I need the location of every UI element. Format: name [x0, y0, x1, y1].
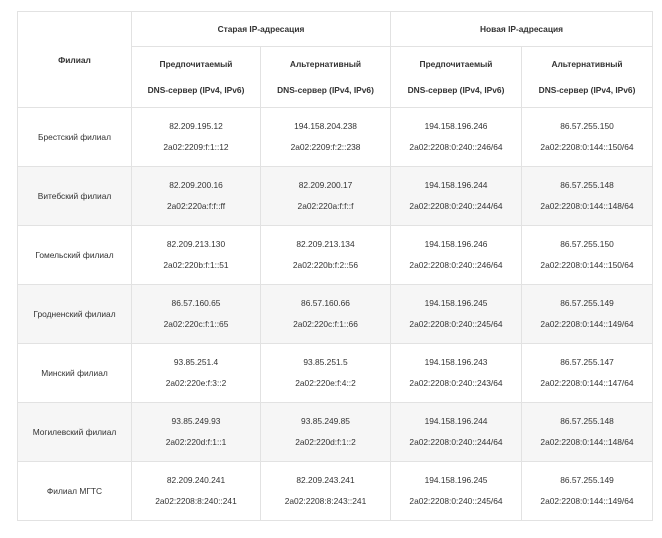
new-alternate-dns	[522, 226, 653, 285]
old-alternate-dns	[261, 344, 391, 403]
ipv4-address: 86.57.160.65	[171, 298, 221, 308]
ipv4-address: 194.158.196.244	[424, 180, 488, 190]
ipv6-address: 2a02:2208:0:240::246/64	[409, 142, 503, 152]
ipv6-address: 2a02:2208:0:240::246/64	[409, 260, 503, 270]
old-preferred-dns	[132, 403, 261, 462]
ipv4-address: 82.209.195.12	[169, 121, 223, 131]
header-new-preferred-subtitle: DNS-сервер (IPv4, IPv6)	[407, 85, 505, 95]
new-preferred-dns	[391, 344, 522, 403]
header-old-preferred-title: Предпочитаемый	[159, 59, 233, 69]
ipv4-address: 86.57.160.66	[301, 298, 350, 308]
ipv6-address: 2a02:2208:0:240::245/64	[409, 496, 503, 506]
table-row	[18, 167, 653, 226]
ipv4-address: 194.158.196.245	[424, 298, 488, 308]
ipv6-address: 2a02:2208:0:144::148/64	[540, 201, 634, 211]
ipv6-address: 2a02:2208:0:240::244/64	[409, 437, 503, 447]
new-preferred-dns	[391, 108, 522, 167]
ipv6-address: 2a02:220a:f:f::ff	[166, 201, 226, 211]
ipv6-address: 2a02:2209:f:1::12	[163, 142, 229, 152]
ipv6-address: 2a02:220d:f:1::1	[165, 437, 227, 447]
new-preferred-dns	[391, 403, 522, 462]
ipv4-address: 82.209.200.16	[169, 180, 223, 190]
header-old-alternate-subtitle: DNS-сервер (IPv4, IPv6)	[277, 85, 374, 95]
old-preferred-dns	[132, 462, 261, 521]
ipv6-address: 2a02:220d:f:1::2	[295, 437, 356, 447]
old-preferred-dns	[132, 344, 261, 403]
ipv4-address: 93.85.249.93	[171, 416, 221, 426]
ipv4-address: 194.158.196.243	[424, 357, 488, 367]
ipv6-address: 2a02:2208:0:144::148/64	[540, 437, 634, 447]
new-alternate-dns	[522, 403, 653, 462]
header-old-addressing: Старая IP-адресация	[132, 12, 391, 47]
ipv6-address: 2a02:220e:f:4::2	[295, 378, 356, 388]
new-alternate-dns	[522, 344, 653, 403]
ipv4-address: 82.209.240.241	[166, 475, 226, 485]
ipv4-address: 86.57.255.150	[560, 239, 614, 249]
ipv4-address: 86.57.255.149	[560, 298, 614, 308]
new-alternate-dns	[522, 285, 653, 344]
ipv6-address: 2a02:2208:0:240::243/64	[409, 378, 503, 388]
ipv6-address: 2a02:220c:f:1::65	[163, 319, 229, 329]
ipv6-address: 2a02:2208:0:240::244/64	[409, 201, 503, 211]
new-preferred-dns	[391, 462, 522, 521]
header-new-alternate	[522, 47, 653, 108]
header-old-alternate-title: Альтернативный	[289, 59, 362, 69]
ipv6-address: 2a02:220a:f:f::f	[297, 201, 354, 211]
dns-table-container	[17, 11, 652, 521]
new-alternate-dns	[522, 108, 653, 167]
ipv4-address: 86.57.255.148	[560, 416, 614, 426]
branch-name: Минский филиал	[18, 344, 132, 403]
old-alternate-dns	[261, 462, 391, 521]
header-old-alternate	[261, 47, 391, 108]
ipv4-address: 82.209.213.134	[296, 239, 355, 249]
branch-name: Витебский филиал	[18, 167, 132, 226]
table-row	[18, 462, 653, 521]
ipv6-address: 2a02:220c:f:1::66	[293, 319, 358, 329]
old-preferred-dns	[132, 226, 261, 285]
branch-name: Гомельский филиал	[18, 226, 132, 285]
ipv4-address: 93.85.249.85	[301, 416, 350, 426]
old-alternate-dns	[261, 226, 391, 285]
branch-name: Филиал МГТС	[18, 462, 132, 521]
ipv4-address: 194.158.204.238	[294, 121, 357, 131]
ipv6-address: 2a02:220b:f:2::56	[292, 260, 359, 270]
dns-address-table	[17, 11, 653, 521]
ipv4-address: 194.158.196.246	[424, 121, 488, 131]
ipv6-address: 2a02:2208:0:144::150/64	[540, 260, 634, 270]
old-preferred-dns	[132, 108, 261, 167]
ipv6-address: 2a02:220e:f:3::2	[165, 378, 227, 388]
old-alternate-dns	[261, 403, 391, 462]
ipv4-address: 82.209.213.130	[166, 239, 226, 249]
ipv4-address: 93.85.251.5	[303, 357, 348, 367]
header-new-preferred	[391, 47, 522, 108]
header-branch: Филиал	[18, 12, 132, 108]
ipv6-address: 2a02:2208:0:144::149/64	[540, 496, 634, 506]
ipv4-address: 86.57.255.147	[560, 357, 614, 367]
ipv4-address: 86.57.255.150	[560, 121, 614, 131]
old-alternate-dns	[261, 285, 391, 344]
branch-name: Могилевский филиал	[18, 403, 132, 462]
table-row	[18, 285, 653, 344]
old-preferred-dns	[132, 167, 261, 226]
table-row	[18, 108, 653, 167]
ipv6-address: 2a02:2208:8:240::241	[155, 496, 237, 506]
ipv4-address: 93.85.251.4	[173, 357, 219, 367]
header-old-preferred-subtitle: DNS-сервер (IPv4, IPv6)	[147, 85, 245, 95]
old-alternate-dns	[261, 167, 391, 226]
table-row	[18, 226, 653, 285]
ipv6-address: 2a02:2208:8:243::241	[284, 496, 367, 506]
table-row	[18, 344, 653, 403]
ipv4-address: 194.158.196.244	[424, 416, 488, 426]
header-new-alternate-subtitle: DNS-сервер (IPv4, IPv6)	[538, 85, 636, 95]
header-new-preferred-title: Предпочитаемый	[419, 59, 493, 69]
header-new-alternate-title: Альтернативный	[551, 59, 623, 69]
ipv6-address: 2a02:2209:f:2::238	[290, 142, 361, 152]
new-preferred-dns	[391, 285, 522, 344]
ipv4-address: 194.158.196.245	[424, 475, 488, 485]
new-alternate-dns	[522, 462, 653, 521]
ipv6-address: 2a02:2208:0:240::245/64	[409, 319, 503, 329]
new-preferred-dns	[391, 226, 522, 285]
header-old-preferred	[132, 47, 261, 108]
ipv6-address: 2a02:220b:f:1::51	[163, 260, 229, 270]
header-new-addressing: Новая IP-адресация	[391, 12, 653, 47]
branch-name: Гродненский филиал	[18, 285, 132, 344]
ipv6-address: 2a02:2208:0:144::150/64	[540, 142, 634, 152]
new-alternate-dns	[522, 167, 653, 226]
old-preferred-dns	[132, 285, 261, 344]
ipv4-address: 86.57.255.149	[560, 475, 614, 485]
new-preferred-dns	[391, 167, 522, 226]
branch-name: Брестский филиал	[18, 108, 132, 167]
ipv4-address: 82.209.243.241	[296, 475, 355, 485]
ipv6-address: 2a02:2208:0:144::147/64	[540, 378, 634, 388]
table-row	[18, 403, 653, 462]
ipv6-address: 2a02:2208:0:144::149/64	[540, 319, 634, 329]
ipv4-address: 194.158.196.246	[424, 239, 488, 249]
old-alternate-dns	[261, 108, 391, 167]
ipv4-address: 82.209.200.17	[298, 180, 353, 190]
ipv4-address: 86.57.255.148	[560, 180, 614, 190]
